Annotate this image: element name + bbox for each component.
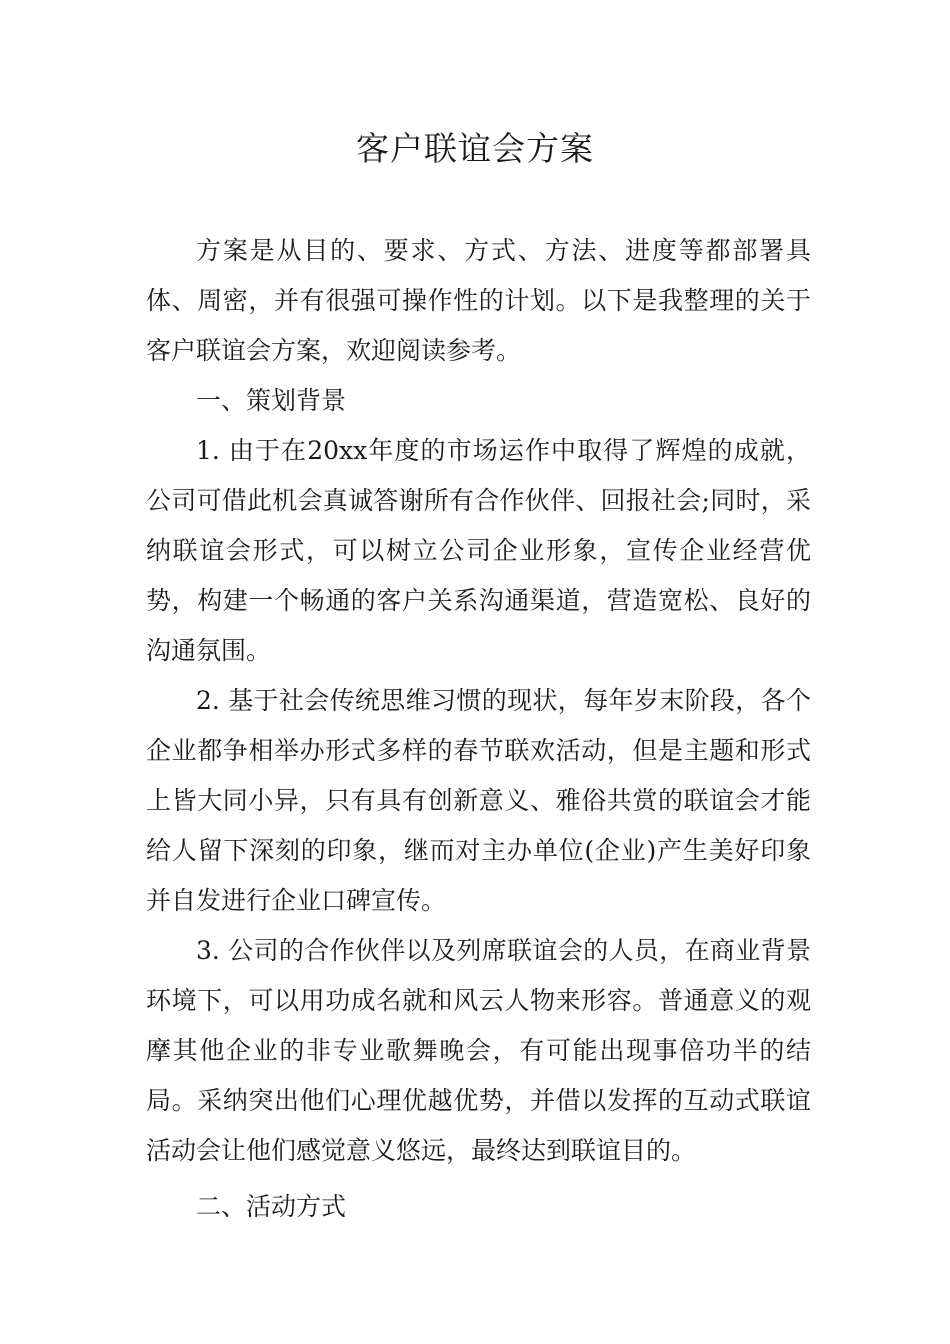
section-heading-activity: 二、活动方式 bbox=[196, 1192, 347, 1221]
document-title: 客户联谊会方案 bbox=[356, 129, 594, 168]
background-item-3: 3. 公司的合作伙伴以及列席联谊会的人员，在商业背景环境下，可以用功成名就和风云人物来形容。普通意义的观摩其他企业的非专业歌舞晚会，有可能出现事倍功半的结局。采纳突出他们心理优越优势，并借以发挥的互动式联谊活动会让他们感觉意义悠远，最终达到联谊目的。 bbox=[146, 936, 811, 1165]
intro-paragraph: 方案是从目的、要求、方式、方法、进度等都部署具体、周密，并有很强可操作性的计划。以下是我整理的关于客户联谊会方案，欢迎阅读参考。 bbox=[146, 236, 811, 365]
section-heading-background: 一、策划背景 bbox=[196, 386, 347, 415]
background-item-2: 2. 基于社会传统思维习惯的现状，每年岁末阶段，各个企业都争相举办形式多样的春节联欢活动，但是主题和形式上皆大同小异，只有具有创新意义、雅俗共赏的联谊会才能给人留下深刻的印象，继而对主办单位(企业)产生美好印象并自发进行企业口碑宣传。 bbox=[146, 686, 811, 915]
document-body bbox=[146, 226, 811, 1232]
background-item-1: 1. 由于在20xx年度的市场运作中取得了辉煌的成就，公司可借此机会真诚答谢所有合作伙伴、回报社会;同时，采纳联谊会形式，可以树立公司企业形象，宣传企业经营优势，构建一个畅通的客户关系沟通渠道，营造宽松、良好的沟通氛围。 bbox=[146, 436, 811, 665]
